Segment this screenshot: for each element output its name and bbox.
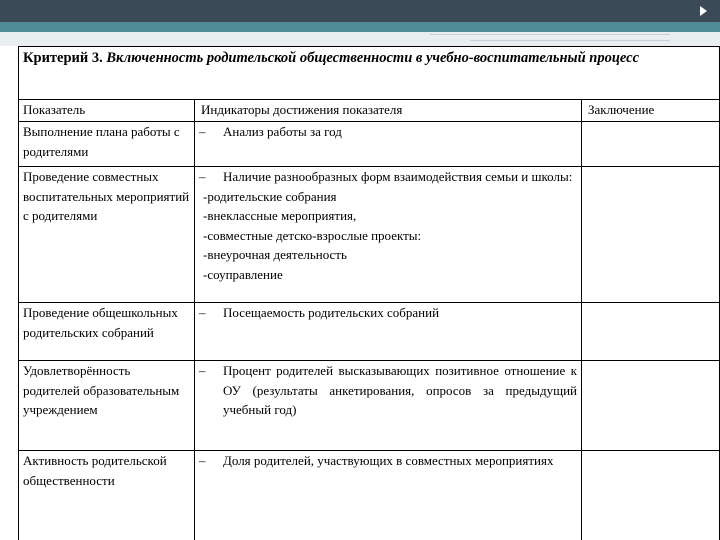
achievement-text: Анализ работы за год bbox=[223, 124, 342, 139]
dash-bullet: – bbox=[199, 169, 206, 184]
table-row bbox=[19, 167, 720, 303]
criteria-table bbox=[18, 46, 720, 540]
row-conclusion[interactable] bbox=[582, 451, 720, 540]
achievement-text: Процент родителей высказывающих позитивное отношение к ОУ (результаты анкетирования, опросов за предыдущий учебный год) bbox=[223, 363, 577, 417]
row-conclusion[interactable] bbox=[582, 361, 720, 451]
row-achievement bbox=[195, 451, 582, 540]
sub-item: -родительские собрания bbox=[203, 188, 337, 204]
header-conclusion: Заключение bbox=[582, 100, 720, 122]
table-row bbox=[19, 451, 720, 540]
dash-bullet: – bbox=[199, 363, 206, 378]
banner-decor-line bbox=[430, 34, 670, 35]
criterion-number: Критерий 3. bbox=[23, 50, 103, 66]
banner-decor-line bbox=[470, 40, 670, 41]
row-indicator: Активность родительской общественности bbox=[19, 451, 195, 540]
table-row bbox=[19, 303, 720, 361]
achievement-text: Посещаемость родительских собраний bbox=[223, 305, 440, 320]
header-indicator: Показатель bbox=[19, 100, 195, 122]
sub-item: -совместные детско-взрослые проекты: bbox=[203, 227, 422, 243]
slide-banner-dark bbox=[0, 0, 720, 22]
dash-bullet: – bbox=[199, 124, 206, 139]
achievement-text: Наличие разнообразных форм взаимодействия семьи и школы: bbox=[223, 169, 573, 184]
row-achievement bbox=[195, 167, 582, 303]
row-indicator: Проведение совместных воспитательных мероприятий с родителями bbox=[19, 167, 195, 303]
row-achievement bbox=[195, 303, 582, 361]
dash-bullet: – bbox=[199, 453, 206, 468]
sub-item: -соуправление bbox=[203, 266, 283, 282]
criterion-name: Включенность родительской общественности в учебно-воспитательный процесс bbox=[106, 50, 640, 66]
slide-banner-teal bbox=[0, 22, 720, 32]
header-achievement: Индикаторы достижения показателя bbox=[195, 100, 582, 122]
table-row bbox=[19, 122, 720, 167]
table-row bbox=[19, 361, 720, 451]
row-conclusion[interactable] bbox=[582, 167, 720, 303]
criterion-title bbox=[19, 47, 720, 100]
header-row bbox=[19, 100, 720, 122]
row-indicator: Проведение общешкольных родительских собраний bbox=[19, 303, 195, 361]
achievement-text: Доля родителей, участвующих в совместных мероприятиях bbox=[223, 453, 554, 468]
title-row bbox=[19, 47, 720, 100]
row-conclusion[interactable] bbox=[582, 122, 720, 167]
banner-arrow-icon bbox=[700, 6, 707, 16]
row-indicator: Выполнение плана работы с родителями bbox=[19, 122, 195, 167]
dash-bullet: – bbox=[199, 305, 206, 320]
row-indicator: Удовлетворённость родителей образовательным учреждением bbox=[19, 361, 195, 451]
row-achievement bbox=[195, 122, 582, 167]
sub-item: -внеклассные мероприятия, bbox=[203, 208, 357, 223]
row-conclusion[interactable] bbox=[582, 303, 720, 361]
sub-item: -внеурочная деятельность bbox=[203, 247, 347, 262]
row-achievement bbox=[195, 361, 582, 451]
